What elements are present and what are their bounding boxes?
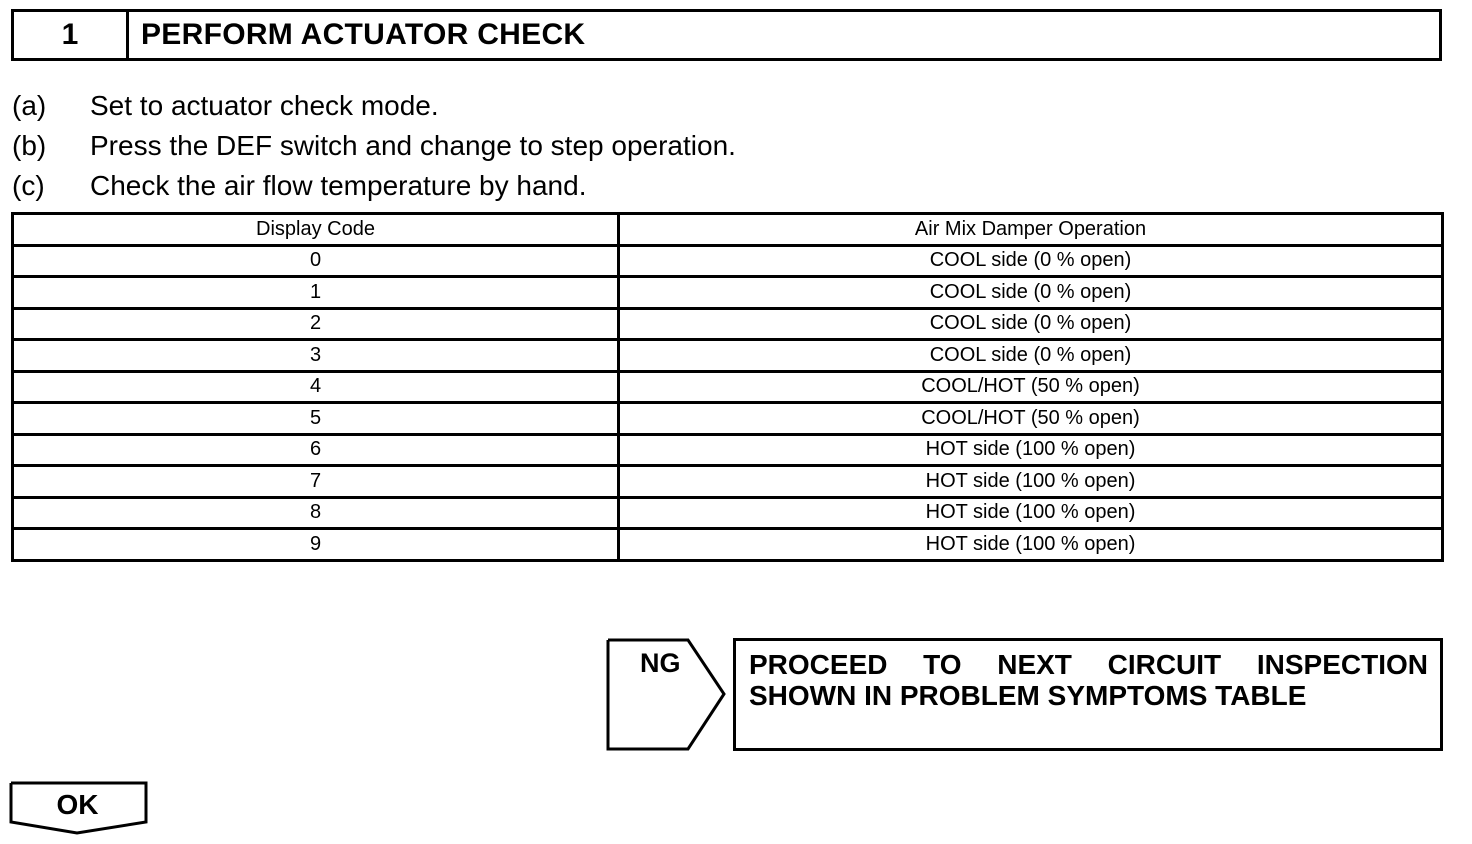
table-row [13,308,1443,340]
column-header-damper-operation: Air Mix Damper Operation [619,214,1443,246]
instruction-item [12,166,1012,206]
display-code-cell: 3 [13,340,619,372]
instruction-label: (a) [12,90,47,121]
display-code-cell: 0 [13,245,619,277]
damper-operation-cell: COOL side (0 % open) [619,308,1443,340]
ng-action-word: NEXT [997,649,1072,680]
table-row [13,277,1443,309]
table-row [13,466,1443,498]
damper-operation-cell: COOL/HOT (50 % open) [619,403,1443,435]
display-code-cell: 7 [13,466,619,498]
ng-action-word: CIRCUIT [1107,649,1222,680]
ng-action-box [733,638,1443,751]
step-title: PERFORM ACTUATOR CHECK [141,18,586,51]
instruction-text: Check the air flow temperature by hand. [90,170,587,201]
step-header [11,9,1442,61]
display-code-cell: 1 [13,277,619,309]
display-code-cell: 2 [13,308,619,340]
instruction-label: (c) [12,170,45,201]
table-row [13,497,1443,529]
ng-action-line2: SHOWN IN PROBLEM SYMPTOMS TABLE [749,680,1307,711]
damper-operation-table [11,212,1444,562]
damper-operation-cell: COOL side (0 % open) [619,340,1443,372]
instruction-item [12,126,1012,166]
damper-operation-cell: COOL side (0 % open) [619,245,1443,277]
ng-action-word: PROCEED [749,649,888,680]
ng-action-word: INSPECTION [1256,649,1428,680]
display-code-cell: 9 [13,529,619,561]
display-code-cell: 5 [13,403,619,435]
column-header-display-code: Display Code [13,214,619,246]
damper-operation-cell: HOT side (100 % open) [619,497,1443,529]
damper-operation-cell: HOT side (100 % open) [619,466,1443,498]
instruction-text: Press the DEF switch and change to step operation. [90,130,736,161]
damper-operation-cell: COOL/HOT (50 % open) [619,371,1443,403]
ng-action-line1 [749,649,1428,680]
instruction-item [12,86,1012,126]
ok-result-tag [9,781,149,837]
display-code-cell: 6 [13,434,619,466]
ng-action-word: TO [923,649,962,680]
table-row [13,340,1443,372]
table-row [13,245,1443,277]
table-row [13,371,1443,403]
table-header-row [13,214,1443,246]
ok-label: OK [56,789,99,820]
display-code-cell: 8 [13,497,619,529]
damper-operation-cell: HOT side (100 % open) [619,529,1443,561]
ng-result-tag [606,638,728,751]
ng-label: NG [640,648,681,678]
damper-operation-cell: COOL side (0 % open) [619,277,1443,309]
table-row [13,434,1443,466]
step-number: 1 [14,12,129,58]
display-code-cell: 4 [13,371,619,403]
table-row [13,403,1443,435]
table-row [13,529,1443,561]
instruction-list [12,86,1012,206]
instruction-label: (b) [12,130,47,161]
instruction-text: Set to actuator check mode. [90,90,439,121]
damper-operation-cell: HOT side (100 % open) [619,434,1443,466]
